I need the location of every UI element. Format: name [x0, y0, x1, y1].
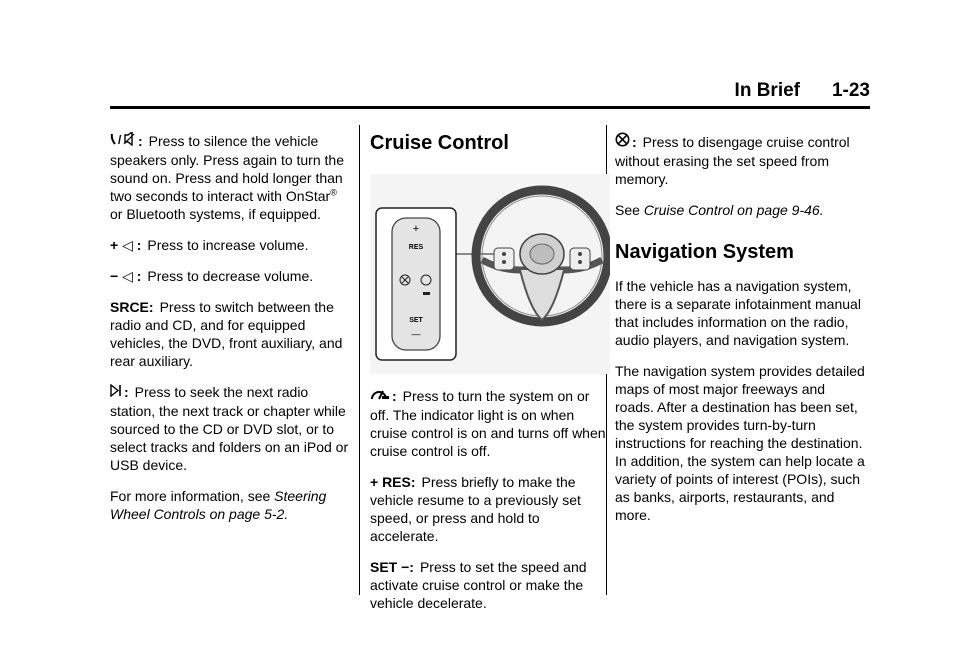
vol-up-paragraph	[110, 236, 352, 254]
figure-plus-label: +	[412, 223, 420, 235]
onoff-term: :	[392, 388, 397, 404]
page-number: 1-23	[831, 80, 870, 101]
steering-controls-link[interactable]: Steering Wheel Controls on page 5‑2.	[110, 488, 327, 522]
svg-text:/: /	[118, 133, 122, 146]
set-text: Press to set the speed and activate cruise control or make the vehicle decelerate.	[370, 559, 587, 611]
seek-next-icon	[110, 384, 122, 402]
cruise-onoff-icon	[370, 386, 390, 406]
srce-text: Press to switch between the radio and CD, and for equipped vehicles, the DVD, front auxiliary, and rear auxiliary.	[110, 299, 343, 369]
mute-text: Press to silence the vehicle speakers only. Press again to turn the sound on. Press and hold longer than two seconds to interact with OnStar	[110, 133, 344, 204]
cancel-paragraph	[615, 132, 865, 188]
seek-text: Press to seek the next radio station, the next track or chapter while sourced to the CD or DVD slot, or to select tracks and folders on an iPod or USB device.	[110, 384, 349, 473]
figure-res-label: RES	[408, 244, 424, 251]
figure-set-label: SET	[409, 317, 423, 324]
mute-paragraph	[110, 132, 352, 223]
nav-paragraph-2: The navigation system provides detailed maps of most major freeways and roads. After a destination has been set, the system provides turn-by-turn instructions for reaching the destination. In addition, the system can help locate a variety of points of interest (POIs), such as banks, airports, restaurants, and more.	[615, 363, 865, 523]
set-term: SET −:	[370, 559, 414, 575]
seek-term: :	[124, 384, 129, 400]
see-paragraph	[615, 201, 865, 219]
cruise-control-link[interactable]: Cruise Control on page 9‑46.	[643, 202, 824, 218]
see-text: See	[615, 202, 644, 218]
cruise-cancel-icon	[615, 132, 630, 152]
section-title: In Brief	[734, 80, 800, 101]
seek-paragraph	[110, 383, 352, 474]
vol-up-term: + ◁ :	[110, 237, 142, 253]
mute-phone-icon	[110, 132, 136, 151]
cancel-text: Press to disengage cruise control without erasing the set speed from memory.	[615, 134, 850, 187]
page-header	[110, 80, 870, 109]
more-info-paragraph	[110, 487, 352, 523]
onoff-text: Press to turn the system on or off. The indicator light is on when cruise control is on and turns off when cruise control is off.	[370, 388, 606, 459]
res-term: + RES:	[370, 474, 416, 490]
column-left	[110, 132, 352, 536]
column-divider	[359, 125, 360, 595]
srce-term: SRCE:	[110, 299, 154, 315]
column-right	[615, 132, 865, 537]
mute-text-2: or Bluetooth systems, if equipped.	[110, 206, 321, 222]
srce-paragraph	[110, 298, 352, 370]
vol-down-paragraph	[110, 267, 352, 285]
onoff-paragraph	[370, 386, 612, 460]
res-text: Press briefly to make the vehicle resume to a previously set speed, or press and hold to accelerate.	[370, 474, 581, 544]
steering-wheel-figure	[370, 174, 610, 374]
vol-down-term: − ◁ :	[110, 268, 142, 284]
vol-up-text: Press to increase volume.	[147, 237, 309, 253]
res-paragraph	[370, 473, 612, 545]
mute-term: :	[138, 133, 143, 149]
navigation-heading: Navigation System	[615, 241, 794, 263]
cancel-term: :	[632, 134, 637, 150]
registered-mark: ®	[330, 187, 337, 198]
column-middle	[370, 132, 612, 625]
nav-paragraph-1: If the vehicle has a navigation system, there is a separate infotainment manual that includes information on the radio, audio players, and navigation system.	[615, 278, 861, 348]
more-info-text: For more information, see	[110, 488, 275, 504]
figure-minus-label: —	[411, 329, 421, 339]
cruise-control-heading: Cruise Control	[370, 132, 509, 154]
vol-down-text: Press to decrease volume.	[147, 268, 314, 284]
set-paragraph	[370, 558, 612, 612]
